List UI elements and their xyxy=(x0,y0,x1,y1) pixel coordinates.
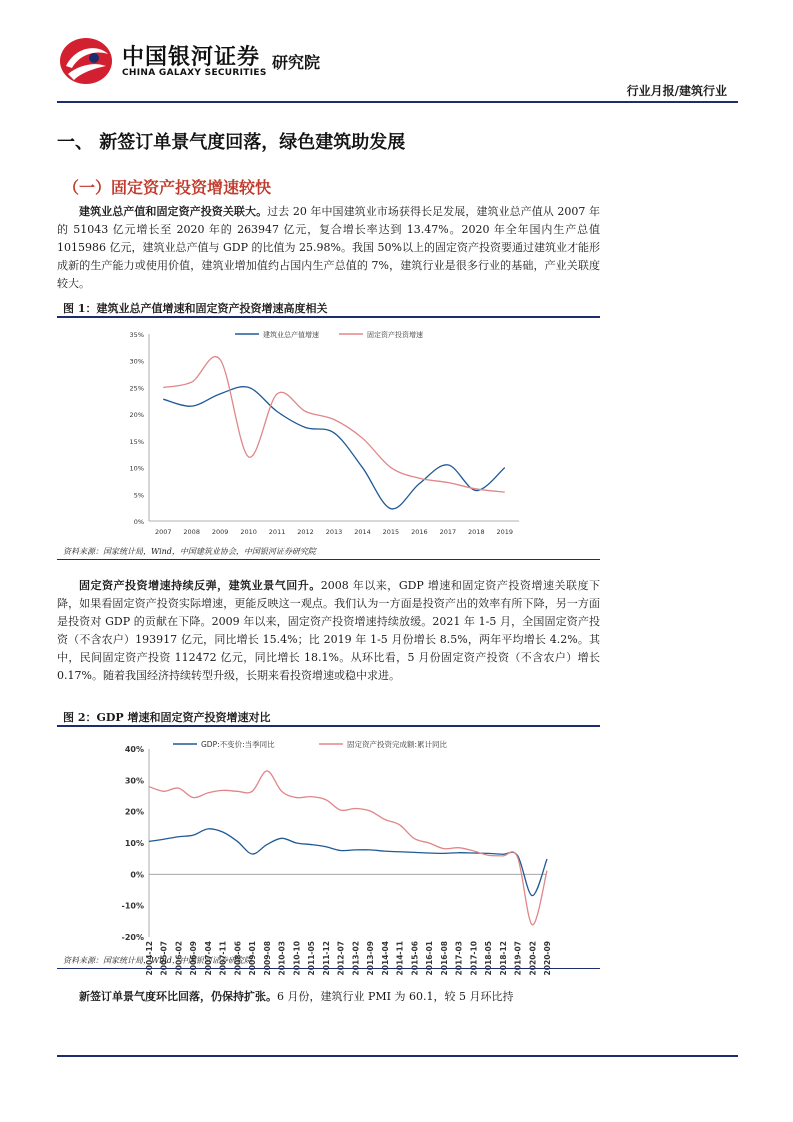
brand-name-en: CHINA GALAXY SECURITIES xyxy=(122,68,267,78)
paragraph-2-body: 2008 年以来，GDP 增速和固定资产投资增速关联度下降，如果看固定资产投资实际增速，更能反映这一观点。我们认为一方面是投资产出的效率有所下降，另一方面是投资对 GDP 的贡献在下降。2009 年以来，固定资产投资增速持续放缓。2021 年 1-5 月，全国固定资产投资（不含农户）193917 亿元，同比增长 15.4%；比 2019 年 1-5 月份增长 8.5%，两年平均增长 4.2%。其中，民间固定资产投资 112472 亿元，同比增长 18.1%。从环比看，5 月份固定资产投资（不含农户）增长 0.17%。随着我国经济持续转型升级，长期来看投资增速或稳中求进。 xyxy=(57,579,601,682)
x-tick-label: 2020-09 xyxy=(543,941,552,976)
x-tick-label: 2011-05 xyxy=(307,941,317,976)
y-tick-label: 15% xyxy=(129,437,144,446)
x-tick-label: 2013-09 xyxy=(366,941,376,976)
china-galaxy-logo-icon xyxy=(58,36,114,86)
y-tick-label: 30% xyxy=(129,357,144,366)
x-tick-label: 2013 xyxy=(325,528,343,536)
x-tick-label: 2007-04 xyxy=(203,941,213,976)
subsection-heading: （一）固定资产投资增速较快 xyxy=(63,178,272,197)
y-tick-label: -20% xyxy=(121,933,144,942)
x-tick-label: 2010 xyxy=(240,528,257,536)
x-tick-label: 2016-08 xyxy=(439,941,449,976)
y-tick-label: 25% xyxy=(129,384,144,393)
y-tick-label: 40% xyxy=(124,745,144,754)
header-divider xyxy=(57,101,738,103)
x-tick-label: 2004-12 xyxy=(145,941,154,976)
y-tick-label: 0% xyxy=(130,870,144,880)
x-tick-label: 2009-08 xyxy=(262,941,272,976)
footer-divider xyxy=(57,1055,738,1057)
paragraph-1 xyxy=(57,203,600,293)
y-tick-label: 10% xyxy=(129,464,144,473)
x-tick-label: 2019 xyxy=(496,528,514,536)
series-line-1 xyxy=(149,829,547,896)
x-tick-label: 2008 xyxy=(183,528,200,536)
x-tick-label: 2009 xyxy=(211,528,229,536)
x-tick-label: 2013-02 xyxy=(351,941,361,976)
series-line-2 xyxy=(163,357,505,492)
legend-label: 固定资产投资完成额:累计同比 xyxy=(347,740,448,749)
paragraph-1-lead: 建筑业总产值和固定资产投资关联大。 xyxy=(79,205,268,218)
figure-2-source: 资料来源：国家统计局，Wind，中国银河证券研究院 xyxy=(57,955,600,969)
x-tick-label: 2014-11 xyxy=(395,941,405,976)
x-tick-label: 2017-10 xyxy=(469,941,479,976)
x-tick-label: 2011-12 xyxy=(321,941,331,976)
page-header xyxy=(0,0,793,108)
x-tick-label: 2009-01 xyxy=(248,941,258,976)
y-tick-label: -10% xyxy=(121,901,144,911)
report-type: 行业月报/建筑行业 xyxy=(626,84,727,98)
series-line-1 xyxy=(163,387,505,509)
x-tick-label: 2017 xyxy=(439,528,457,536)
x-tick-label: 2015-06 xyxy=(410,941,420,976)
paragraph-3-lead: 新签订单景气度环比回落，仍保持扩张。 xyxy=(79,990,277,1003)
paragraph-2 xyxy=(57,577,600,685)
x-tick-label: 2011 xyxy=(268,528,286,536)
legend-label: 固定资产投资增速 xyxy=(367,331,423,339)
y-tick-label: 20% xyxy=(124,807,144,817)
series-line-2 xyxy=(149,771,547,925)
x-tick-label: 2018-12 xyxy=(498,941,508,976)
brand-name-cn: 中国银河证券 xyxy=(122,45,261,70)
x-tick-label: 2014-04 xyxy=(380,941,390,976)
paragraph-1-body: 过去 20 年中国建筑业市场获得长足发展，建筑业总产值从 2007 年的 51043 亿元增长至 2020 年的 263947 亿元，复合增长率达到 13.47%。2020 年全年国内生产总值 1015986 亿元，建筑业总产值与 GDP 的比值为 25.98%。我国 50%以上的固定资产投资要通过建筑业才能形成新的生产能力或使用价值，建筑业增加值约占国内生产总值的 7%，建筑行业是很多行业的基础，产业关联度较大。 xyxy=(57,205,600,290)
y-tick-label: 20% xyxy=(129,411,144,420)
y-tick-label: 5% xyxy=(133,491,144,500)
section-heading: 一、 新签订单景气度回落，绿色建筑助发展 xyxy=(57,132,406,153)
x-tick-label: 2018-05 xyxy=(484,941,494,976)
figure-1-title: 图 1：建筑业总产值增速和固定资产投资增速高度相关 xyxy=(57,302,600,318)
x-tick-label: 2006-09 xyxy=(189,941,199,976)
x-tick-label: 2008-06 xyxy=(233,941,243,976)
x-tick-label: 2017-03 xyxy=(454,941,464,976)
x-tick-label: 2019-07 xyxy=(513,941,523,976)
x-tick-label: 2010-10 xyxy=(292,941,302,976)
legend-label: 建筑业总产值增速 xyxy=(263,331,319,339)
x-tick-label: 2018 xyxy=(468,528,485,536)
paragraph-3 xyxy=(57,988,600,1006)
legend-label: GDP:不变价:当季同比 xyxy=(201,740,275,749)
figure-1-source: 资料来源：国家统计局，Wind，中国建筑业协会，中国银河证券研究院 xyxy=(57,546,600,560)
y-tick-label: 10% xyxy=(124,839,144,848)
x-tick-label: 2016-01 xyxy=(425,941,435,976)
y-tick-label: 30% xyxy=(124,776,144,786)
x-tick-label: 2014 xyxy=(354,528,371,536)
y-tick-label: 0% xyxy=(133,518,144,526)
x-tick-label: 2020-02 xyxy=(528,941,538,976)
y-tick-label: 35% xyxy=(129,331,144,339)
x-tick-label: 2016 xyxy=(411,528,428,536)
paragraph-2-lead: 固定资产投资增速持续反弹，建筑业景气回升。 xyxy=(79,579,321,592)
x-tick-label: 2015 xyxy=(382,528,400,536)
x-tick-label: 2007-11 xyxy=(218,941,228,976)
x-tick-label: 2006-02 xyxy=(174,941,184,976)
x-tick-label: 2005-07 xyxy=(159,941,169,976)
x-tick-label: 2007 xyxy=(154,528,172,536)
paragraph-3-body: 6 月份，建筑行业 PMI 为 60.1，较 5 月环比持 xyxy=(277,990,514,1003)
institute-label: 研究院 xyxy=(272,53,321,72)
x-tick-label: 2012-07 xyxy=(336,941,346,976)
x-tick-label: 2012 xyxy=(297,528,314,536)
figure-1-chart xyxy=(57,320,600,542)
figure-2-title: 图 2：GDP 增速和固定资产投资增速对比 xyxy=(57,711,600,727)
x-tick-label: 2010-03 xyxy=(277,941,287,976)
